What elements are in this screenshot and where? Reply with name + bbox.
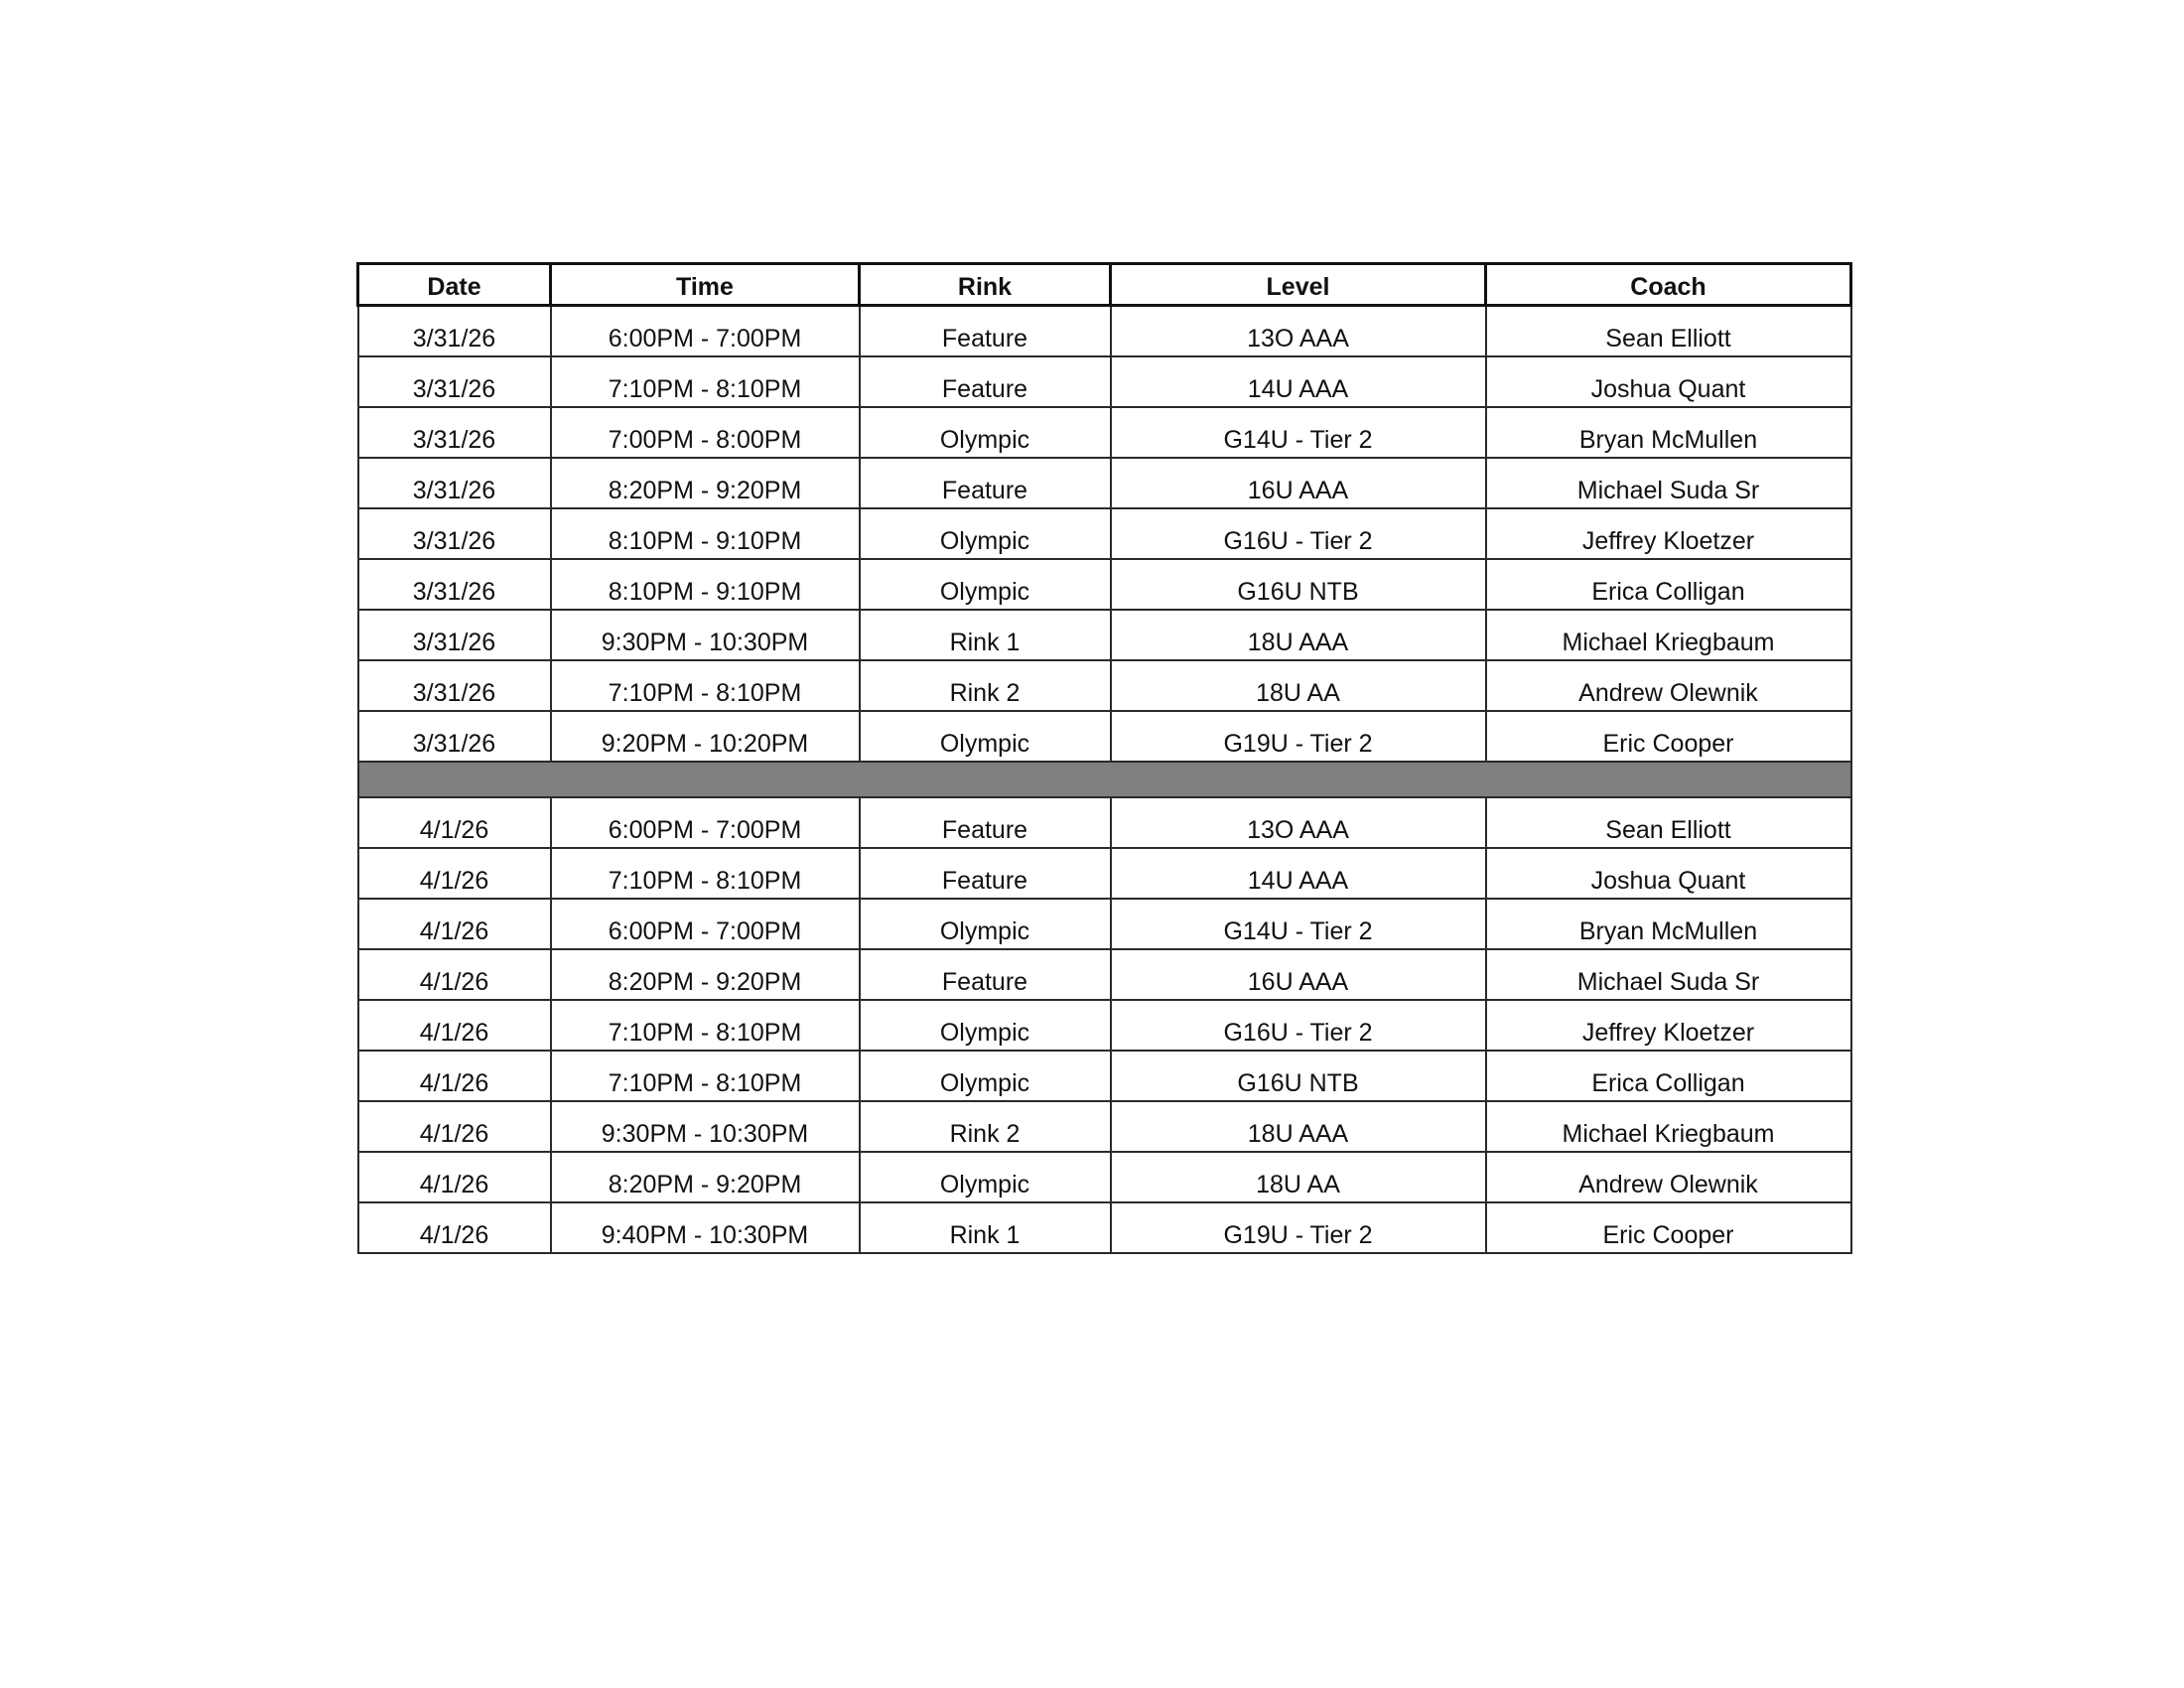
date-cell: 4/1/26 [358,1202,551,1253]
rink-cell: Rink 1 [860,1202,1111,1253]
rink-cell: Olympic [860,559,1111,610]
coach-cell: Sean Elliott [1486,306,1851,356]
time-cell: 7:10PM - 8:10PM [551,848,860,899]
table-row [358,1101,1851,1152]
date-cell: 4/1/26 [358,848,551,899]
rink-cell: Rink 2 [860,660,1111,711]
time-cell: 9:40PM - 10:30PM [551,1202,860,1253]
table-row [358,1152,1851,1202]
coach-cell: Sean Elliott [1486,797,1851,848]
header-rink: Rink [860,264,1111,306]
coach-cell: Eric Cooper [1486,711,1851,762]
level-cell: 14U AAA [1111,356,1486,407]
time-cell: 7:00PM - 8:00PM [551,407,860,458]
table-row [358,711,1851,762]
rink-cell: Olympic [860,711,1111,762]
level-cell: G16U - Tier 2 [1111,1000,1486,1051]
date-cell: 3/31/26 [358,458,551,508]
rink-cell: Olympic [860,1000,1111,1051]
level-cell: 13O AAA [1111,306,1486,356]
coach-cell: Joshua Quant [1486,848,1851,899]
rink-cell: Olympic [860,407,1111,458]
rink-cell: Olympic [860,508,1111,559]
header-date: Date [358,264,551,306]
table-row [358,1051,1851,1101]
coach-cell: Jeffrey Kloetzer [1486,508,1851,559]
level-cell: 13O AAA [1111,797,1486,848]
date-cell: 3/31/26 [358,407,551,458]
date-cell: 3/31/26 [358,559,551,610]
header-coach: Coach [1486,264,1851,306]
group-separator [358,762,1851,797]
rink-cell: Olympic [860,1152,1111,1202]
coach-cell: Michael Suda Sr [1486,458,1851,508]
coach-cell: Michael Kriegbaum [1486,1101,1851,1152]
level-cell: G16U NTB [1111,1051,1486,1101]
table-row [358,508,1851,559]
time-cell: 8:10PM - 9:10PM [551,508,860,559]
date-cell: 4/1/26 [358,949,551,1000]
table-row [358,610,1851,660]
time-cell: 6:00PM - 7:00PM [551,899,860,949]
rink-cell: Feature [860,306,1111,356]
date-cell: 3/31/26 [358,610,551,660]
coach-cell: Andrew Olewnik [1486,1152,1851,1202]
schedule-table [356,262,1852,1254]
rink-cell: Feature [860,797,1111,848]
level-cell: G16U - Tier 2 [1111,508,1486,559]
time-cell: 9:20PM - 10:20PM [551,711,860,762]
date-cell: 3/31/26 [358,356,551,407]
coach-cell: Andrew Olewnik [1486,660,1851,711]
rink-cell: Feature [860,949,1111,1000]
coach-cell: Erica Colligan [1486,1051,1851,1101]
time-cell: 8:20PM - 9:20PM [551,458,860,508]
level-cell: 16U AAA [1111,949,1486,1000]
time-cell: 7:10PM - 8:10PM [551,660,860,711]
table-row [358,1202,1851,1253]
level-cell: 18U AAA [1111,610,1486,660]
rink-cell: Feature [860,458,1111,508]
time-cell: 9:30PM - 10:30PM [551,610,860,660]
table-row [358,559,1851,610]
date-cell: 3/31/26 [358,306,551,356]
rink-cell: Olympic [860,899,1111,949]
rink-cell: Rink 2 [860,1101,1111,1152]
level-cell: 14U AAA [1111,848,1486,899]
table-row [358,306,1851,356]
table-row [358,458,1851,508]
table-row [358,356,1851,407]
date-cell: 4/1/26 [358,1101,551,1152]
table-row [358,848,1851,899]
table-row [358,949,1851,1000]
time-cell: 7:10PM - 8:10PM [551,1000,860,1051]
time-cell: 8:10PM - 9:10PM [551,559,860,610]
header-time: Time [551,264,860,306]
time-cell: 6:00PM - 7:00PM [551,306,860,356]
time-cell: 7:10PM - 8:10PM [551,1051,860,1101]
date-cell: 4/1/26 [358,1000,551,1051]
coach-cell: Michael Kriegbaum [1486,610,1851,660]
table-row [358,1000,1851,1051]
level-cell: 18U AA [1111,1152,1486,1202]
date-cell: 3/31/26 [358,660,551,711]
level-cell: G14U - Tier 2 [1111,407,1486,458]
coach-cell: Bryan McMullen [1486,407,1851,458]
table-row [358,797,1851,848]
date-cell: 3/31/26 [358,711,551,762]
rink-cell: Olympic [860,1051,1111,1101]
table-row [358,899,1851,949]
level-cell: 18U AA [1111,660,1486,711]
coach-cell: Michael Suda Sr [1486,949,1851,1000]
level-cell: 16U AAA [1111,458,1486,508]
date-cell: 4/1/26 [358,1152,551,1202]
date-cell: 4/1/26 [358,797,551,848]
level-cell: G14U - Tier 2 [1111,899,1486,949]
coach-cell: Joshua Quant [1486,356,1851,407]
coach-cell: Eric Cooper [1486,1202,1851,1253]
time-cell: 6:00PM - 7:00PM [551,797,860,848]
date-cell: 4/1/26 [358,899,551,949]
time-cell: 8:20PM - 9:20PM [551,949,860,1000]
coach-cell: Erica Colligan [1486,559,1851,610]
header-level: Level [1111,264,1486,306]
header-row [358,264,1851,306]
rink-cell: Rink 1 [860,610,1111,660]
coach-cell: Jeffrey Kloetzer [1486,1000,1851,1051]
time-cell: 7:10PM - 8:10PM [551,356,860,407]
level-cell: G19U - Tier 2 [1111,711,1486,762]
level-cell: 18U AAA [1111,1101,1486,1152]
coach-cell: Bryan McMullen [1486,899,1851,949]
time-cell: 8:20PM - 9:20PM [551,1152,860,1202]
rink-cell: Feature [860,356,1111,407]
date-cell: 4/1/26 [358,1051,551,1101]
level-cell: G19U - Tier 2 [1111,1202,1486,1253]
time-cell: 9:30PM - 10:30PM [551,1101,860,1152]
group-separator-row [358,762,1851,797]
rink-cell: Feature [860,848,1111,899]
table-row [358,660,1851,711]
table-header [358,264,1851,306]
table-body [358,306,1851,1253]
date-cell: 3/31/26 [358,508,551,559]
level-cell: G16U NTB [1111,559,1486,610]
table-row [358,407,1851,458]
